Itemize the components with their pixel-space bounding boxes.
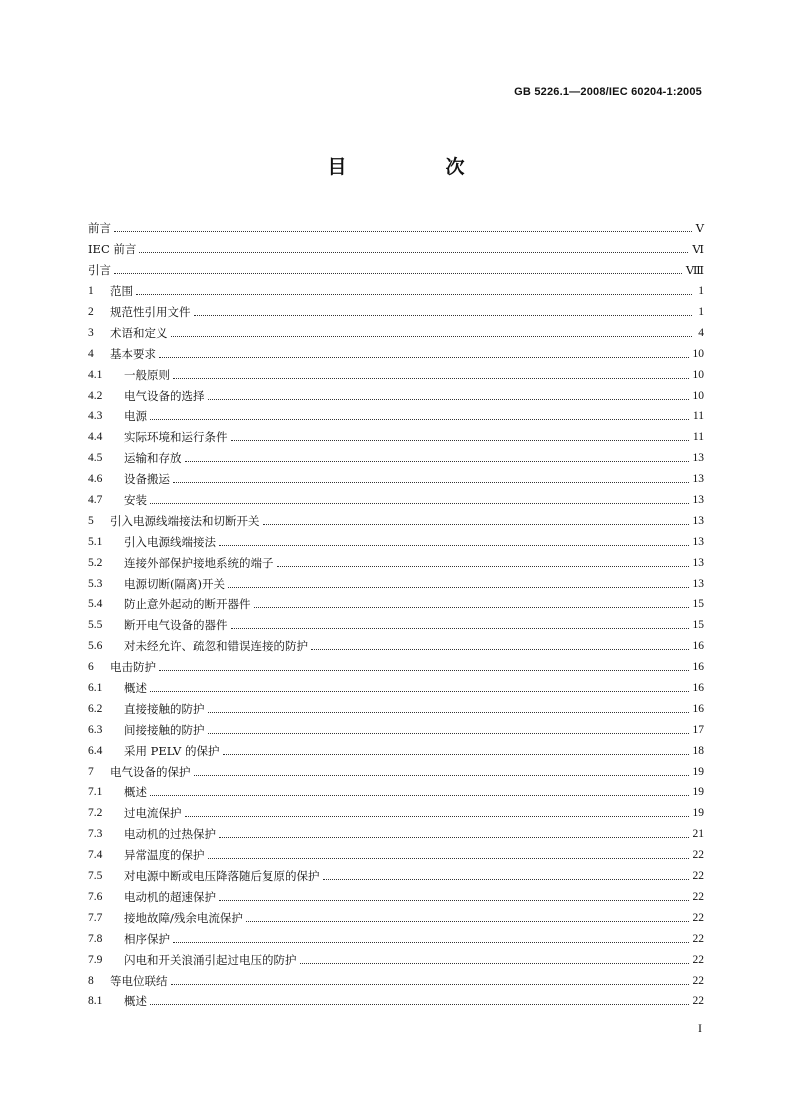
toc-dot-leader [219,899,689,901]
toc-dot-leader [219,544,689,546]
toc-entry-number: 6 [88,661,94,674]
toc-entry-title: 运输和存放 [124,451,182,466]
toc-entry[interactable] [88,364,704,385]
toc-entry-page: 13 [692,473,704,486]
toc-entry-title: 等电位联结 [110,973,168,988]
toc-entry[interactable] [88,239,704,260]
toc-entry-number: 7.4 [88,849,103,862]
toc-entry-title: 前言 [88,221,111,236]
toc-entry-page: 10 [692,389,704,402]
toc-entry[interactable] [88,991,704,1012]
toc-entry-title: 概述 [124,994,147,1009]
toc-entry[interactable] [88,510,704,531]
toc-entry-title: 电动机的过热保护 [124,827,216,842]
toc-entry-page: 4 [698,326,704,339]
toc-entry-page: 19 [692,765,704,778]
toc-dot-leader [254,606,689,608]
toc-entry-number: 4.3 [88,410,103,423]
toc-entry[interactable] [88,866,704,887]
toc-entry[interactable] [88,218,704,239]
toc-entry[interactable] [88,907,704,928]
toc-entry[interactable] [88,343,704,364]
toc-entry-page: 13 [692,556,704,569]
toc-entry-title: 间接接触的防护 [124,722,205,737]
toc-entry-number: 7.9 [88,953,103,966]
toc-dot-leader [219,836,689,838]
toc-entry-number: 7.5 [88,870,103,883]
toc-dot-leader [150,418,689,420]
toc-entry[interactable] [88,448,704,469]
toc-dot-leader [150,1003,689,1005]
toc-dot-leader [208,398,689,400]
toc-entry-title: 一般原则 [124,367,170,382]
toc-entry-page: 19 [692,807,704,820]
toc-entry-title: 相序保护 [124,931,170,946]
toc-entry[interactable] [88,427,704,448]
toc-entry-number: 6.3 [88,723,103,736]
toc-entry-page: 10 [692,368,704,381]
toc-entry-page: 1 [698,306,704,318]
toc-dot-leader [171,983,689,985]
toc-dot-leader [194,314,693,316]
toc-entry-number: 5.3 [88,577,103,590]
toc-dot-leader [171,335,693,337]
toc-dot-leader [173,941,689,943]
toc-dot-leader [277,565,689,567]
toc-entry[interactable] [88,678,704,699]
toc-entry-page: 16 [692,640,704,653]
toc-entry[interactable] [88,260,704,281]
toc-entry-title: 引入电源线端接法和切断开关 [110,513,260,528]
toc-entry-title: 过电流保护 [124,806,182,821]
page-number: I [698,1021,702,1035]
toc-dot-leader [185,460,689,462]
toc-entry[interactable] [88,887,704,908]
toc-entry-title: 引言 [88,263,111,278]
toc-entry-page: 22 [692,953,704,966]
toc-entry[interactable] [88,636,704,657]
toc-dot-leader [263,523,689,525]
toc-entry-title: 电击防护 [110,660,156,675]
toc-entry-number: 2 [88,306,94,318]
toc-entry-number: 4.7 [88,494,103,507]
toc-entry[interactable] [88,782,704,803]
toc-dot-leader [136,293,692,295]
toc-entry-page: Ⅴ [695,223,704,236]
toc-entry-title: 规范性引用文件 [110,305,191,319]
toc-entry-page: 22 [692,870,704,883]
toc-entry-page: 15 [692,598,704,611]
toc-entry-title: 术语和定义 [110,325,168,340]
toc-entry-number: 7.7 [88,911,103,924]
toc-entry[interactable] [88,385,704,406]
toc-entry[interactable] [88,845,704,866]
toc-entry[interactable] [88,490,704,511]
toc-dot-leader [159,669,689,671]
toc-entry-page: 22 [692,974,704,987]
toc-dot-leader [208,857,689,859]
toc-entry-title: 引入电源线端接法 [124,534,216,549]
toc-entry[interactable] [88,719,704,740]
toc-entry-number: 5.6 [88,640,103,653]
toc-entry-page: 16 [692,661,704,674]
toc-entry-title: 实际环境和运行条件 [124,430,228,445]
toc-entry-title: 采用 PELV 的保护 [124,743,220,758]
toc-entry-number: 6.1 [88,682,103,695]
toc-dot-leader [231,439,689,441]
toc-entry-page: Ⅵ [692,244,704,257]
toc-entry-number: 4.2 [88,389,103,402]
toc-dot-leader [208,711,689,713]
toc-entry-page: 22 [692,911,704,924]
toc-entry[interactable] [88,657,704,678]
toc-dot-leader [139,251,688,253]
toc-entry-title: 断开电气设备的器件 [124,618,228,633]
toc-entry-page: 16 [692,702,704,715]
toc-entry-number: 3 [88,326,94,339]
toc-entry-title: 接地故障/残余电流保护 [124,910,243,925]
toc-dot-leader [208,732,689,734]
toc-dot-leader [150,690,689,692]
toc-entry-title: 安装 [124,493,147,508]
toc-entry-number: 7.8 [88,932,103,945]
toc-entry-number: 6.4 [88,744,103,757]
toc-entry-page: 15 [692,619,704,632]
toc-entry-number: 7 [88,765,94,778]
toc-dot-leader [300,962,689,964]
toc-entry-page: 11 [692,431,704,444]
toc-entry-page: 22 [692,932,704,945]
toc-entry-title: 异常温度的保护 [124,848,205,863]
toc-entry-number: 1 [88,285,94,298]
toc-entry-title: 电气设备的保护 [110,764,191,779]
toc-entry-page: 1 [698,285,704,298]
toc-entry-page: 22 [692,890,704,903]
toc-entry-page: 13 [692,535,704,548]
toc-entry[interactable] [88,803,704,824]
toc-entry-number: 7.2 [88,807,103,820]
toc-dot-leader [311,648,689,650]
toc-entry-page: 11 [692,410,704,423]
toc-dot-leader [114,272,682,274]
toc-entry[interactable] [88,970,704,991]
toc-entry-number: 4.5 [88,452,103,465]
toc-entry-page: 19 [692,786,704,799]
toc-entry[interactable] [88,406,704,427]
toc-entry-title: 电源切断(隔离)开关 [124,576,225,591]
toc-entry-title: 电动机的超速保护 [124,889,216,904]
toc-entry-title: 电气设备的选择 [124,388,205,403]
toc-entry-number: 4.1 [88,368,103,381]
toc-entry-number: 7.3 [88,828,103,841]
toc-entry[interactable] [88,698,704,719]
toc-entry[interactable] [88,531,704,552]
toc-entry[interactable] [88,281,704,302]
toc-entry-page: 13 [692,452,704,465]
toc-dot-leader [173,481,689,483]
toc-entry-number: 4.4 [88,431,103,444]
toc-entry-number: 6.2 [88,702,103,715]
toc-entry-page: 22 [692,995,704,1008]
toc-entry-number: 4 [88,347,94,360]
toc-dot-leader [194,774,689,776]
toc-entry[interactable] [88,302,704,323]
toc-dot-leader [231,627,689,629]
toc-title: 目 次 [327,156,505,178]
toc-entry[interactable] [88,615,704,636]
standard-code: GB 5226.1—2008/IEC 60204-1:2005 [514,86,702,98]
toc-entry-number: 5.1 [88,535,103,548]
toc-dot-leader [246,920,689,922]
toc-entry-page: 21 [692,828,704,841]
toc-entry-page: 13 [692,494,704,507]
toc-entry-title: 防止意外起动的断开器件 [124,597,251,612]
toc-entry[interactable] [88,928,704,949]
toc-entry-title: 对电源中断或电压降落随后复原的保护 [124,869,320,884]
toc-entry-number: 5.4 [88,598,103,611]
toc-entry-number: 7.6 [88,890,103,903]
toc-entry-page: 16 [692,682,704,695]
toc-entry-title: 直接接触的防护 [124,701,205,716]
toc-entry-title: 范围 [110,284,133,299]
toc-entry[interactable] [88,824,704,845]
toc-entry-title: 闪电和开关浪涌引起过电压的防护 [124,952,297,967]
toc-entry-number: 5 [88,514,94,527]
toc-entry-page: 13 [692,514,704,527]
toc-entry-title: 基本要求 [110,346,156,361]
toc-dot-leader [159,356,689,358]
toc-entry[interactable] [88,322,704,343]
toc-entry[interactable] [88,761,704,782]
toc-dot-leader [323,878,689,880]
toc-entry-page: 22 [692,849,704,862]
toc-entry-title: 概述 [124,785,147,800]
toc-entry[interactable] [88,594,704,615]
toc-dot-leader [150,794,689,796]
toc-dot-leader [223,753,689,755]
toc-entry-title: 连接外部保护接地系统的端子 [124,555,274,570]
toc-entry[interactable] [88,469,704,490]
toc-entry-title: IEC 前言 [88,242,137,257]
table-of-contents [88,218,704,1012]
toc-dot-leader [228,586,689,588]
toc-dot-leader [114,230,692,232]
toc-entry-number: 5.5 [88,619,103,632]
toc-entry[interactable] [88,949,704,970]
toc-entry-page: Ⅷ [685,265,704,278]
toc-entry-number: 8 [88,974,94,987]
toc-entry-page: 13 [692,577,704,590]
toc-entry-page: 10 [692,347,704,360]
toc-dot-leader [173,377,689,379]
toc-entry-number: 5.2 [88,556,103,569]
toc-dot-leader [185,815,689,817]
toc-entry-title: 概述 [124,681,147,696]
toc-entry[interactable] [88,573,704,594]
toc-dot-leader [150,502,689,504]
toc-entry-title: 设备搬运 [124,472,170,487]
toc-entry-title: 对未经允许、疏忽和错误连接的防护 [124,639,308,654]
toc-entry-number: 4.6 [88,473,103,486]
toc-entry-page: 18 [692,744,704,757]
toc-entry-page: 17 [692,723,704,736]
toc-entry-title: 电源 [124,409,147,424]
toc-entry[interactable] [88,740,704,761]
toc-entry[interactable] [88,552,704,573]
toc-entry-number: 7.1 [88,786,103,799]
toc-entry-number: 8.1 [88,995,103,1008]
